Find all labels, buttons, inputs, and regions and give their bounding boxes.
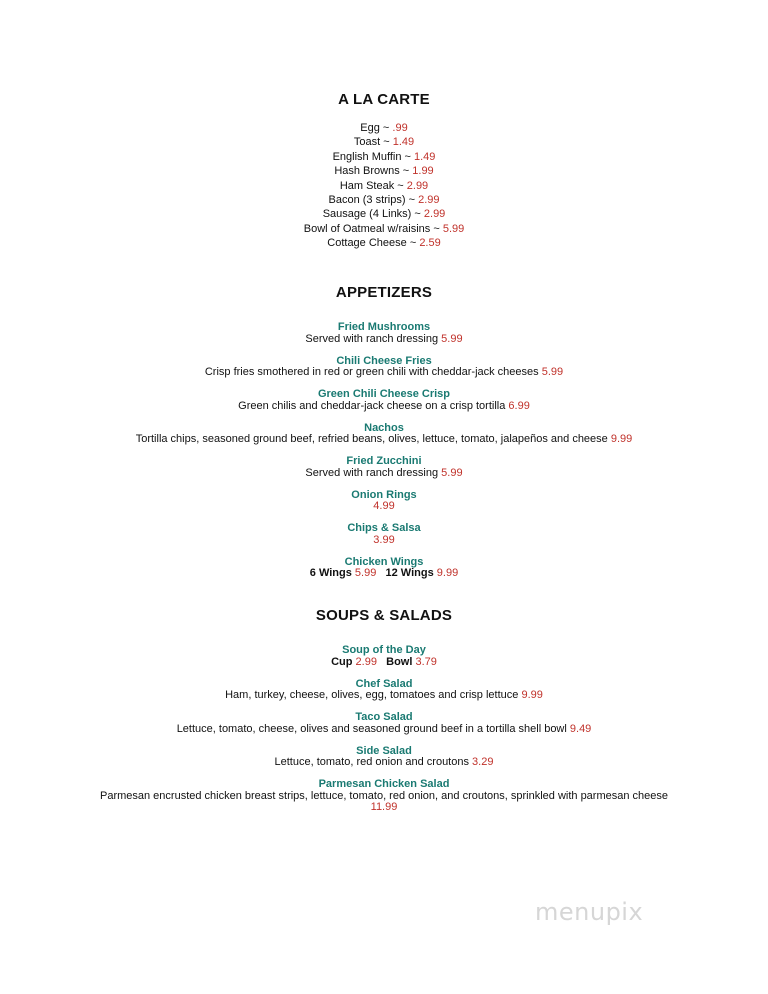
item-name: Fried Mushrooms	[337, 321, 431, 333]
item-label: Sausage (4 Links) ~	[322, 208, 424, 221]
item-name: Green Chili Cheese Crisp	[317, 388, 451, 400]
menu-item	[0, 645, 768, 668]
item-label: Cottage Cheese ~	[327, 237, 420, 250]
menu-item	[0, 389, 768, 412]
item-price: 9.99	[610, 433, 633, 445]
menu-item	[0, 679, 768, 702]
item-name: Chef Salad	[355, 677, 413, 690]
item-description	[0, 434, 768, 446]
item-label: Hash Browns ~	[334, 165, 413, 178]
item-price: 2.99	[406, 179, 429, 192]
option-label: Bowl	[386, 655, 413, 668]
menu-item	[0, 456, 768, 479]
item-description	[0, 334, 768, 346]
option-label: 12 Wings	[385, 567, 434, 579]
item-desc-text: Tortilla chips, seasoned ground beef, refried beans, olives, lettuce, tomato, jalapeños and cheese	[135, 433, 611, 445]
item-price: 5.99	[441, 332, 463, 345]
item-price: 4.99	[373, 500, 395, 512]
item-price: 5.99	[441, 466, 463, 479]
item-price: 6.99	[508, 399, 530, 412]
item-price: .99	[392, 122, 408, 134]
item-description	[0, 757, 768, 769]
item-price: 5.99	[442, 222, 465, 235]
item-price: 1.99	[412, 165, 434, 178]
item-label: English Muffin ~	[332, 150, 414, 163]
item-desc-text: Lettuce, tomato, red onion and croutons	[274, 756, 473, 768]
item-price: 9.49	[569, 722, 592, 735]
item-name: Fried Zucchini	[346, 455, 422, 467]
item-options	[0, 568, 768, 580]
item-price: 2.59	[419, 237, 441, 250]
item-name: Onion Rings	[351, 488, 417, 501]
item-name: Chips & Salsa	[347, 522, 421, 534]
item-label: Bacon (3 strips) ~	[328, 194, 419, 207]
item-name: Nachos	[364, 421, 404, 434]
section-a-la-carte	[0, 91, 768, 251]
list-item	[0, 121, 768, 135]
item-price: 5.99	[541, 366, 564, 378]
list-item	[0, 207, 768, 221]
item-price: 11.99	[370, 801, 398, 813]
list-item	[0, 179, 768, 193]
item-price: 2.99	[418, 194, 440, 207]
menu-item	[0, 712, 768, 735]
list-item	[0, 150, 768, 164]
menu-item	[0, 557, 768, 580]
menu-item	[0, 746, 768, 769]
item-name: Parmesan Chicken Salad	[318, 778, 450, 790]
option-price: 2.99	[355, 655, 377, 668]
item-description: Parmesan encrusted chicken breast strips, lettuce, tomato, red onion, and croutons, sprinkled with parmesan cheese	[99, 789, 669, 802]
item-name: Chicken Wings	[344, 555, 424, 568]
list-item	[0, 135, 768, 149]
item-name: Soup of the Day	[342, 644, 426, 656]
item-price: 2.99	[423, 208, 446, 221]
item-description	[0, 468, 768, 480]
section-soups-salads	[0, 607, 768, 824]
menu-item	[0, 779, 768, 814]
item-label: Ham Steak ~	[339, 179, 407, 192]
item-desc-text: Served with ranch dressing	[305, 466, 442, 479]
menu-item	[0, 322, 768, 345]
menu-item	[0, 490, 768, 513]
option-price: 9.99	[436, 567, 459, 579]
item-name: Chili Cheese Fries	[336, 354, 432, 367]
item-price: 1.49	[392, 136, 415, 149]
menu-item	[0, 356, 768, 379]
item-description	[0, 724, 768, 736]
section-title-appetizers: APPETIZERS	[335, 284, 433, 301]
item-price: 3.29	[472, 756, 494, 768]
list-item	[0, 193, 768, 207]
item-desc-text: Served with ranch dressing	[305, 332, 442, 345]
item-label: Bowl of Oatmeal w/raisins ~	[303, 222, 443, 235]
item-label: Toast ~	[353, 136, 393, 149]
list-item	[0, 222, 768, 236]
section-title-soups-salads: SOUPS & SALADS	[315, 607, 453, 624]
list-item	[0, 236, 768, 250]
menupix-watermark: menupix	[535, 898, 644, 926]
section-title-a-la-carte: A LA CARTE	[338, 91, 430, 108]
item-label: Egg ~	[360, 122, 393, 134]
item-options	[0, 657, 768, 669]
section-appetizers	[0, 284, 768, 590]
item-description	[0, 367, 768, 379]
a-la-carte-list	[0, 121, 768, 251]
appetizers-list	[0, 322, 768, 580]
item-description	[0, 401, 768, 413]
item-desc-text: Green chilis and cheddar-jack cheese on a crisp tortilla	[238, 399, 509, 412]
item-price: 3.99	[373, 533, 395, 546]
item-desc-text: Crisp fries smothered in red or green chili with cheddar-jack cheeses	[204, 366, 542, 378]
item-price: 1.49	[414, 150, 436, 163]
item-price: 9.99	[521, 689, 543, 701]
menu-item	[0, 423, 768, 446]
option-label: 6 Wings	[309, 567, 352, 579]
item-name: Taco Salad	[355, 711, 413, 723]
item-description	[0, 690, 768, 702]
option-label: Cup	[331, 655, 353, 668]
soups-salads-list	[0, 645, 768, 814]
item-name: Side Salad	[356, 744, 412, 757]
option-price: 5.99	[354, 567, 377, 579]
menu-item	[0, 523, 768, 546]
item-desc-text: Ham, turkey, cheese, olives, egg, tomatoes and crisp lettuce	[225, 689, 522, 701]
list-item	[0, 164, 768, 178]
option-price: 3.79	[415, 655, 437, 668]
item-desc-text: Lettuce, tomato, cheese, olives and seasoned ground beef in a tortilla shell bowl	[176, 722, 570, 735]
